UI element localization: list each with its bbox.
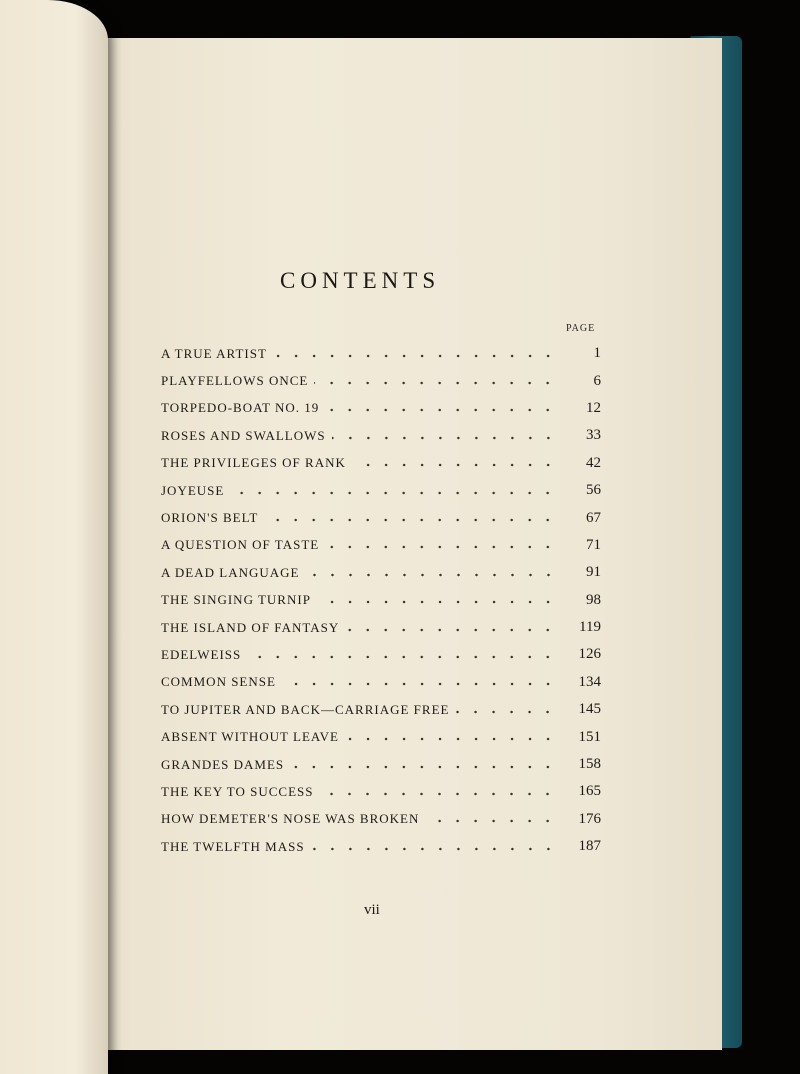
dot-leader — [311, 842, 557, 856]
dot-leader — [325, 403, 557, 417]
toc-entry-page: 187 — [578, 838, 601, 855]
toc-entry-page: 1 — [593, 345, 601, 362]
toc-entry — [161, 450, 601, 477]
toc-entry — [161, 367, 601, 394]
toc-entry-page: 71 — [586, 536, 601, 553]
toc-entry-page: 158 — [578, 756, 601, 773]
dot-leader — [290, 760, 557, 774]
toc-entry-title: ORION'S BELT — [161, 510, 259, 526]
toc-entry — [161, 422, 601, 449]
dot-leader — [425, 814, 557, 828]
dot-leader — [455, 705, 557, 719]
toc-entry — [161, 614, 601, 641]
toc-entry-page: 91 — [586, 564, 601, 581]
contents-heading: CONTENTS — [280, 268, 441, 293]
dot-leader — [306, 568, 558, 582]
left-page — [0, 0, 108, 1074]
dot-leader — [314, 376, 557, 390]
toc-entry — [161, 833, 601, 860]
dot-leader — [332, 431, 557, 445]
toc-entry — [161, 641, 601, 668]
dot-leader — [230, 486, 557, 500]
dot-leader — [264, 513, 557, 527]
dot-leader — [345, 623, 557, 637]
toc-entry-title: THE ISLAND OF FANTASY — [161, 619, 340, 635]
toc-entry-title: GRANDES DAMES — [161, 756, 285, 772]
dot-leader — [325, 540, 557, 554]
dot-leader — [317, 595, 557, 609]
toc-entry — [161, 751, 601, 778]
toc-entry-title: THE KEY TO SUCCESS — [161, 783, 314, 799]
toc-entry-title: THE SINGING TURNIP — [161, 592, 311, 608]
dot-leader — [345, 732, 557, 746]
toc-entry-title: A DEAD LANGUAGE — [161, 564, 300, 580]
dot-leader — [319, 787, 557, 801]
toc-entry-page: 67 — [586, 509, 601, 526]
toc-entry-page: 176 — [578, 810, 601, 827]
toc-entry — [161, 778, 601, 805]
toc-entry-title: THE PRIVILEGES OF RANK — [161, 455, 346, 471]
toc-entry-title: TO JUPITER AND BACK—CARRIAGE FREE — [161, 701, 450, 717]
toc-entry-page: 56 — [586, 482, 601, 499]
toc-entry — [161, 669, 601, 696]
toc-entry-title: A QUESTION OF TASTE — [161, 537, 320, 553]
dot-leader — [273, 349, 557, 363]
toc-entry-page: 42 — [586, 454, 601, 471]
toc-entry-page: 12 — [586, 399, 601, 416]
toc-entry-title: A TRUE ARTIST — [161, 345, 267, 361]
toc-entry-page: 134 — [578, 673, 601, 690]
toc-entry-page: 126 — [578, 646, 601, 663]
toc-entry-title: JOYEUSE — [161, 482, 225, 498]
toc-entry-page: 145 — [578, 701, 601, 718]
toc-entry-page: 98 — [586, 591, 601, 608]
page-column-label: PAGE — [566, 323, 596, 334]
toc-entry — [161, 340, 601, 367]
toc-entry-page: 119 — [579, 619, 601, 636]
dot-leader — [282, 677, 557, 691]
toc-entry-title: PLAYFELLOWS ONCE — [161, 373, 309, 389]
toc-entry — [161, 395, 601, 422]
toc-entry — [161, 532, 601, 559]
toc-entry-title: ROSES AND SWALLOWS — [161, 427, 326, 443]
toc-entry-title: HOW DEMETER'S NOSE WAS BROKEN — [161, 811, 420, 827]
toc-entry-page: 33 — [586, 427, 601, 444]
toc-entry-title: COMMON SENSE — [161, 674, 276, 690]
page-number: vii — [364, 902, 380, 918]
toc-entry-title: THE TWELFTH MASS — [161, 838, 305, 854]
dot-leader — [247, 650, 557, 664]
toc-entry-page: 165 — [578, 783, 601, 800]
toc-entry — [161, 477, 601, 504]
dot-leader — [352, 458, 557, 472]
toc-entry — [161, 587, 601, 614]
toc-entry-title: TORPEDO-BOAT NO. 19 — [161, 400, 320, 416]
toc-entry-page: 151 — [578, 728, 601, 745]
table-of-contents — [161, 340, 601, 860]
toc-entry-page: 6 — [593, 372, 601, 389]
toc-entry-title: ABSENT WITHOUT LEAVE — [161, 729, 339, 745]
toc-entry-title: EDELWEISS — [161, 646, 242, 662]
toc-entry — [161, 806, 601, 833]
toc-entry — [161, 696, 601, 723]
toc-entry — [161, 504, 601, 531]
toc-entry — [161, 723, 601, 750]
toc-entry — [161, 559, 601, 586]
